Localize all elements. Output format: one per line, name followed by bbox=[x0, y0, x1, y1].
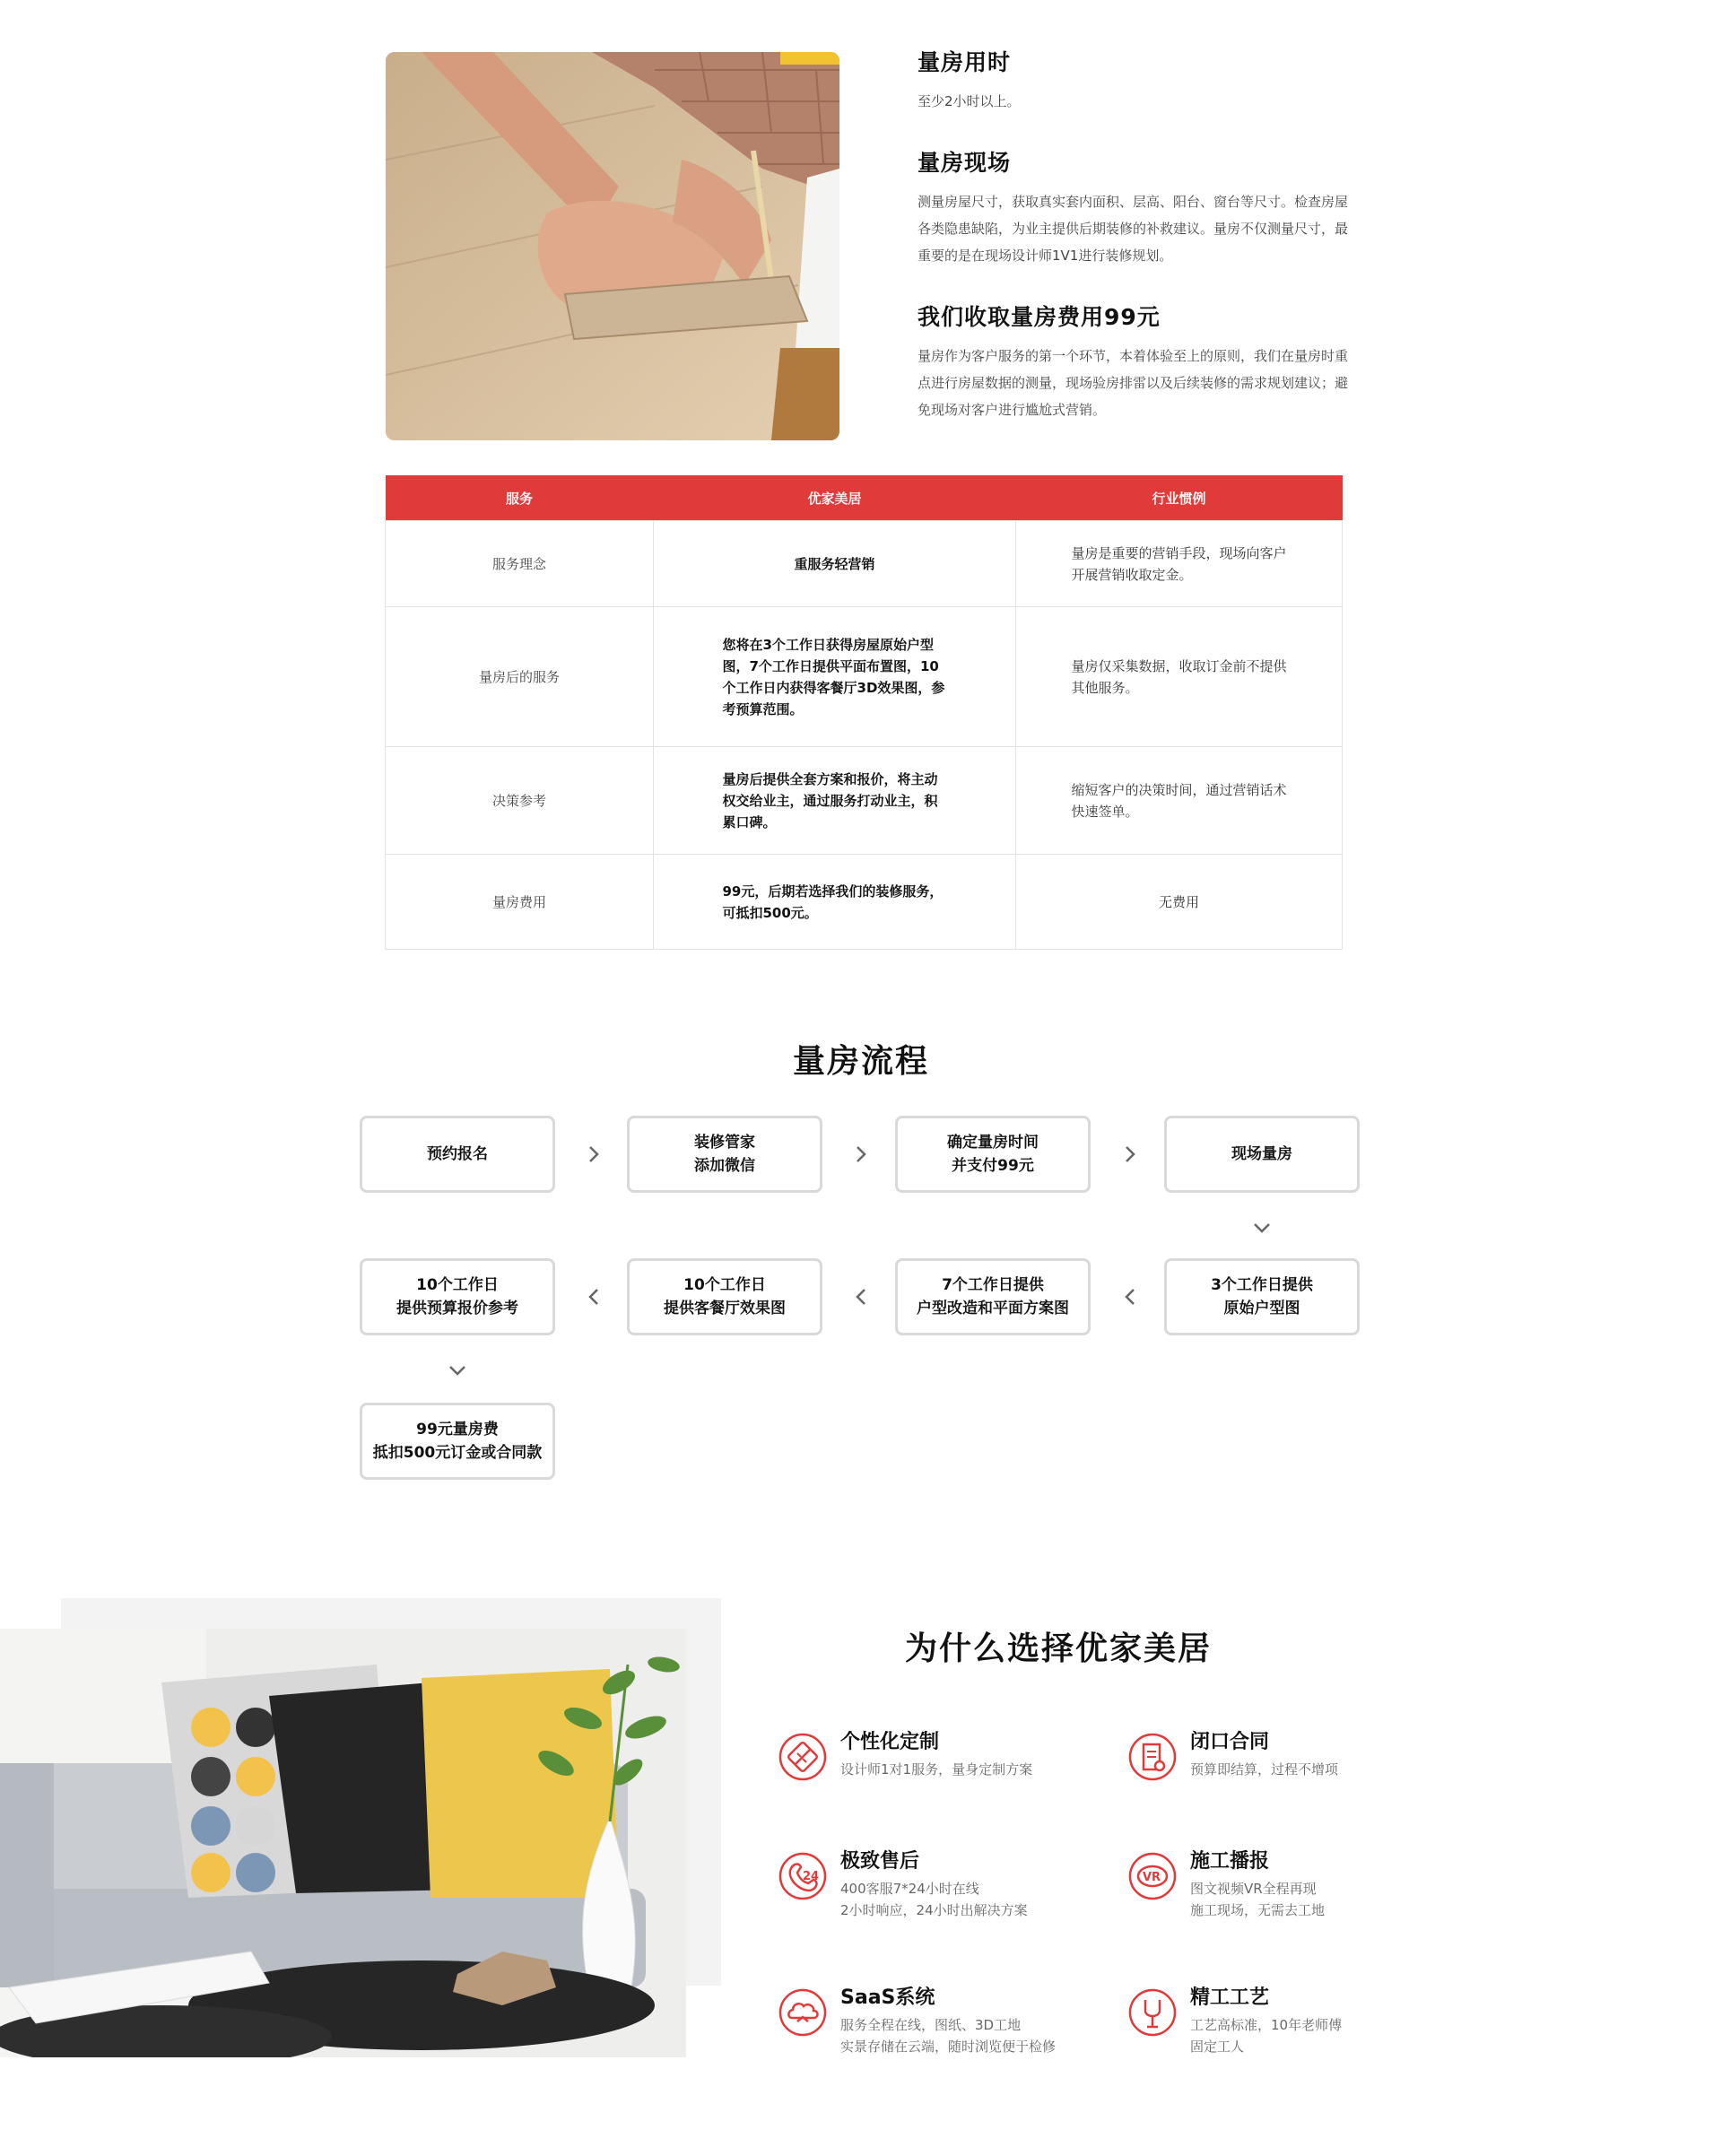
step-budget-quote bbox=[360, 1258, 555, 1335]
step-fee-deduction bbox=[360, 1403, 555, 1480]
step-confirm-time bbox=[895, 1116, 1091, 1193]
table-header-row bbox=[386, 475, 1343, 521]
table-cell-ours bbox=[654, 607, 1016, 747]
table-row bbox=[386, 855, 1343, 950]
table-cell-industry bbox=[1016, 747, 1343, 855]
table-cell-service: 服务理念 bbox=[386, 521, 654, 607]
step-label: 99元量房费 抵扣500元订金或合同款 bbox=[372, 1421, 543, 1462]
chevron-right-icon bbox=[584, 1144, 604, 1164]
chevron-left-icon bbox=[1120, 1287, 1140, 1307]
step-label: 3个工作日提供 原始户型图 bbox=[1211, 1276, 1313, 1317]
craftsmanship-icon bbox=[1127, 1987, 1178, 2038]
step-label: 10个工作日 提供预算报价参考 bbox=[396, 1276, 518, 1317]
feature-desc: 预算即结算，过程不增项 bbox=[1190, 1761, 1339, 1778]
feature-title: 个性化定制 bbox=[840, 1731, 940, 1753]
table-cell-ours bbox=[654, 855, 1016, 950]
header-service: 服务 bbox=[386, 475, 654, 521]
info-title: 量房现场 bbox=[918, 150, 1012, 176]
step-label: 7个工作日提供 户型改造和平面方案图 bbox=[917, 1276, 1069, 1317]
why-title: 为什么选择优家美居 bbox=[904, 1630, 1212, 1667]
cell-text: 重服务轻营销 bbox=[794, 555, 875, 572]
svg-text:24: 24 bbox=[803, 1870, 820, 1883]
chevron-left-icon bbox=[584, 1287, 604, 1307]
custom-design-icon bbox=[778, 1732, 828, 1782]
24h-service-icon bbox=[778, 1851, 828, 1901]
chevron-down-icon bbox=[1252, 1218, 1272, 1238]
step-onsite-measure bbox=[1164, 1116, 1360, 1193]
table-row bbox=[386, 747, 1343, 855]
step-label: 确定量房时间 并支付99元 bbox=[947, 1134, 1039, 1175]
cell-text: 您将在3个工作日获得房屋原始户型图，7个工作日提供平面布置图，10个工作日内获得客餐厅3D效果图，参考预算范围。 bbox=[722, 636, 945, 717]
table-cell-ours bbox=[654, 521, 1016, 607]
table-cell-service: 量房费用 bbox=[386, 855, 654, 950]
process-title: 量房流程 bbox=[792, 1043, 929, 1080]
feature-desc: 服务全程在线，图纸、3D工地 实景存储在云端，随时浏览便于检修 bbox=[840, 2017, 1057, 2055]
feature-desc: 400客服7*24小时在线 2小时响应，24小时出解决方案 bbox=[840, 1881, 1028, 1918]
cell-text: 99元，后期若选择我们的装修服务，可抵扣500元。 bbox=[722, 882, 944, 921]
table-cell-industry bbox=[1016, 521, 1343, 607]
feature-broadcast bbox=[1127, 1846, 1450, 1935]
contract-icon bbox=[1127, 1732, 1178, 1782]
table-row bbox=[386, 607, 1343, 747]
chevron-left-icon bbox=[851, 1287, 871, 1307]
feature-title: SaaS系统 bbox=[840, 1986, 935, 2009]
feature-title: 极致售后 bbox=[840, 1850, 920, 1873]
table-cell-ours bbox=[654, 747, 1016, 855]
intro-info bbox=[918, 45, 1348, 454]
feature-desc: 工艺高标准，10年老师傅 固定工人 bbox=[1190, 2017, 1343, 2055]
comparison-table bbox=[385, 475, 1343, 950]
feature-saas bbox=[778, 1982, 1100, 2072]
cell-text: 无费用 bbox=[1158, 893, 1199, 910]
feature-title: 精工工艺 bbox=[1190, 1986, 1270, 2009]
step-plan-layout bbox=[895, 1258, 1091, 1335]
table-cell-service: 决策参考 bbox=[386, 747, 654, 855]
step-label: 现场量房 bbox=[1231, 1145, 1292, 1163]
cell-text: 缩短客户的决策时间，通过营销话术快速签单。 bbox=[1071, 781, 1287, 820]
feature-contract bbox=[1127, 1726, 1450, 1816]
living-room-photo bbox=[0, 1629, 686, 2057]
step-label: 10个工作日 提供客餐厅效果图 bbox=[664, 1276, 786, 1317]
step-add-wechat bbox=[627, 1116, 822, 1193]
chevron-down-icon bbox=[448, 1361, 467, 1380]
feature-title: 施工播报 bbox=[1190, 1850, 1270, 1873]
info-title: 量房用时 bbox=[918, 49, 1012, 75]
feature-desc: 图文视频VR全程再现 施工现场，无需去工地 bbox=[1190, 1881, 1326, 1918]
vr-broadcast-icon bbox=[1127, 1851, 1178, 1901]
cell-text: 量房后提供全套方案和报价，将主动权交给业主，通过服务打动业主，积累口碑。 bbox=[722, 770, 938, 830]
step-3d-render bbox=[627, 1258, 822, 1335]
info-body: 测量房屋尺寸，获取真实套内面积、层高、阳台、窗台等尺寸。检查房屋各类隐患缺陷，为业主提供后期装修的补救建议。量房不仅测量尺寸，最重要的是在现场设计师1V1进行装修规划。 bbox=[918, 194, 1349, 264]
info-block-duration bbox=[918, 45, 1348, 115]
info-body: 至少2小时以上。 bbox=[918, 93, 1021, 109]
cell-text: 量房仅采集数据，收取订金前不提供其他服务。 bbox=[1071, 657, 1287, 696]
table-cell-service: 量房后的服务 bbox=[386, 607, 654, 747]
step-label: 预约报名 bbox=[427, 1145, 488, 1163]
feature-desc: 设计师1对1服务，量身定制方案 bbox=[840, 1761, 1033, 1778]
info-title: 我们收取量房费用99元 bbox=[918, 304, 1161, 330]
table-cell-industry bbox=[1016, 607, 1343, 747]
cell-text: 量房是重要的营销手段，现场向客户开展营销收取定金。 bbox=[1071, 544, 1287, 583]
chevron-right-icon bbox=[851, 1144, 871, 1164]
info-block-onsite bbox=[918, 145, 1348, 269]
svg-text:VR: VR bbox=[1143, 1871, 1161, 1884]
step-signup bbox=[360, 1116, 555, 1193]
feature-after-sales bbox=[778, 1846, 1100, 1935]
table-cell-industry bbox=[1016, 855, 1343, 950]
table-row bbox=[386, 521, 1343, 607]
feature-craftsmanship bbox=[1127, 1982, 1450, 2072]
header-ours: 优家美居 bbox=[654, 475, 1016, 521]
header-industry: 行业惯例 bbox=[1016, 475, 1343, 521]
feature-title: 闭口合同 bbox=[1190, 1731, 1270, 1753]
floor-measuring-photo bbox=[386, 52, 839, 440]
chevron-right-icon bbox=[1120, 1144, 1140, 1164]
info-block-fee bbox=[918, 300, 1348, 423]
cloud-saas-icon bbox=[778, 1987, 828, 2038]
info-body: 量房作为客户服务的第一个环节，本着体验至上的原则，我们在量房时重点进行房屋数据的测量，现场验房排雷以及后续装修的需求规划建议；避免现场对客户进行尴尬式营销。 bbox=[918, 348, 1349, 418]
step-label: 装修管家 添加微信 bbox=[694, 1134, 755, 1175]
step-original-floorplan bbox=[1164, 1258, 1360, 1335]
feature-custom bbox=[778, 1726, 1100, 1816]
